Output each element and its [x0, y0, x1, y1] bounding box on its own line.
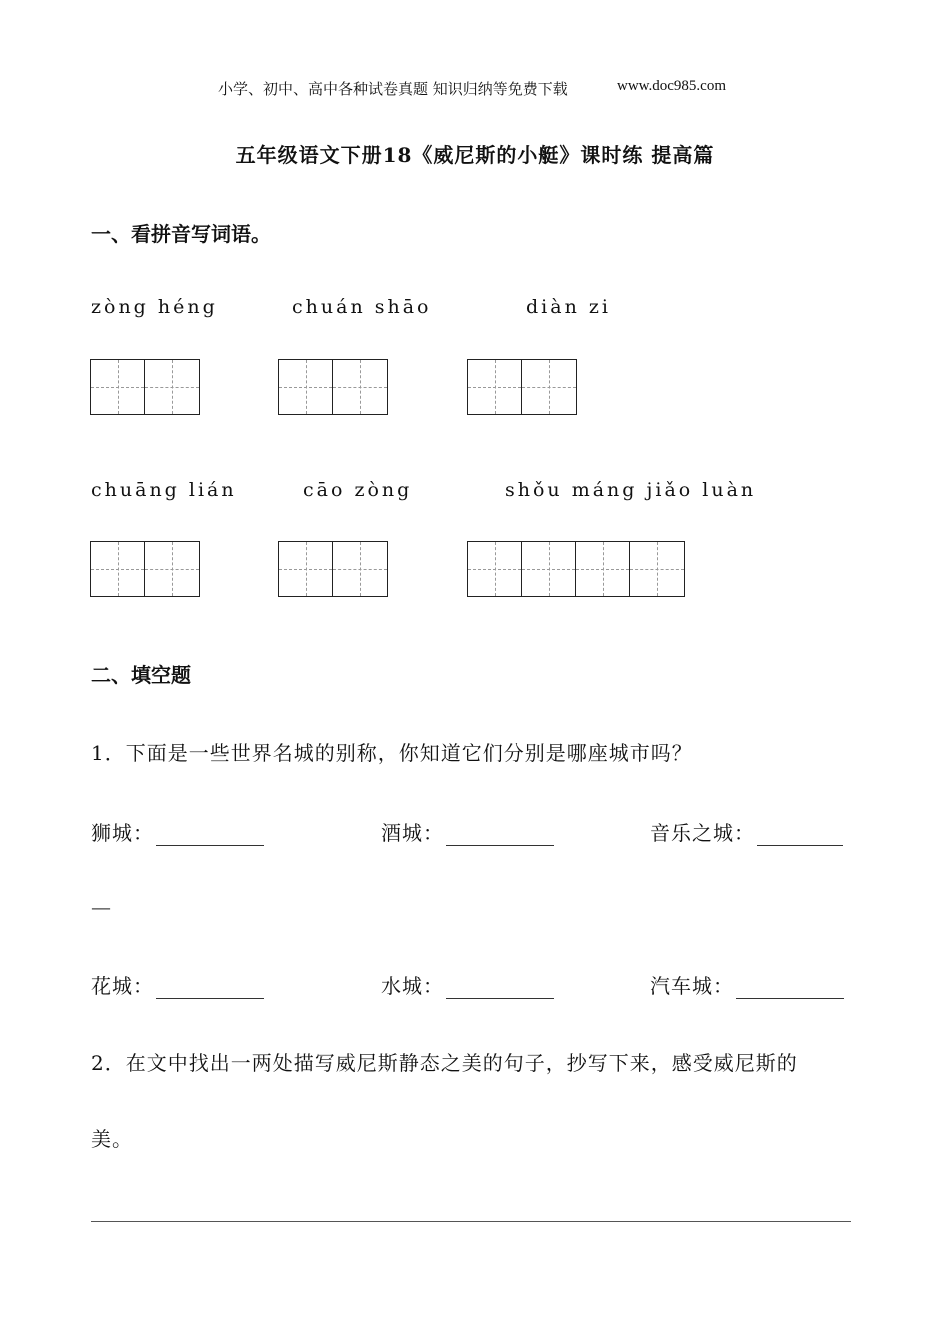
fill-item-jiucheng [381, 817, 554, 846]
char-box[interactable] [279, 360, 333, 414]
char-box[interactable] [91, 360, 145, 414]
pinyin-chuanshao: chuán shāo [292, 296, 432, 318]
char-box[interactable] [91, 542, 145, 596]
char-box[interactable] [333, 360, 387, 414]
answer-blank[interactable] [156, 980, 264, 999]
char-box[interactable] [279, 542, 333, 596]
fill-label: 花城： [91, 974, 154, 998]
char-box[interactable] [576, 542, 630, 596]
answer-blank[interactable] [757, 827, 843, 846]
section-1-heading: 一、看拼音写词语。 [91, 222, 271, 246]
char-box[interactable] [468, 542, 522, 596]
char-box[interactable] [145, 360, 199, 414]
fill-label: 酒城： [381, 821, 444, 845]
answer-grid-zongheng[interactable] [90, 359, 200, 415]
answer-blank[interactable] [156, 827, 264, 846]
pinyin-zongheng: zòng héng [91, 296, 218, 318]
answer-grid-chuanglian[interactable] [90, 541, 200, 597]
char-box[interactable] [522, 360, 576, 414]
char-box[interactable] [145, 542, 199, 596]
header-website[interactable]: www.doc985.com [617, 78, 727, 94]
page-title: 五年级语文下册18《威尼斯的小艇》课时练 提高篇 [235, 143, 715, 167]
pinyin-dianzi: diàn zi [526, 296, 611, 318]
fill-item-shicheng [91, 817, 264, 846]
pinyin-shoumangjiaoluan: shǒu máng jiǎo luàn [505, 479, 757, 501]
answer-blank[interactable] [446, 827, 554, 846]
blank-overflow: — [91, 895, 112, 919]
char-box[interactable] [468, 360, 522, 414]
question-2-line-1: 2．在文中找出一两处描写威尼斯静态之美的句子，抄写下来，感受威尼斯的 [91, 1051, 798, 1075]
pinyin-caozong: cāo zòng [303, 479, 413, 501]
fill-item-yinyuezhicheng [650, 817, 843, 846]
char-box[interactable] [333, 542, 387, 596]
fill-label: 狮城： [91, 821, 154, 845]
answer-blank[interactable] [736, 980, 844, 999]
fill-item-huacheng [91, 970, 264, 999]
header-slogan: 小学、初中、高中各种试卷真题 知识归纳等免费下载 [218, 80, 568, 98]
answer-blank[interactable] [446, 980, 554, 999]
char-box[interactable] [630, 542, 684, 596]
answer-grid-chuanshao[interactable] [278, 359, 388, 415]
fill-item-shuicheng [381, 970, 554, 999]
answer-line[interactable] [91, 1221, 851, 1222]
question-2-line-2: 美。 [91, 1127, 133, 1151]
pinyin-chuanglian: chuāng lián [91, 479, 237, 501]
fill-label: 音乐之城： [650, 821, 755, 845]
fill-item-qichecheng [650, 970, 844, 999]
answer-grid-dianzi[interactable] [467, 359, 577, 415]
fill-label: 水城： [381, 974, 444, 998]
question-1-text: 1．下面是一些世界名城的别称，你知道它们分别是哪座城市吗？ [91, 741, 693, 765]
fill-label: 汽车城： [650, 974, 734, 998]
answer-grid-shoumangjiaoluan[interactable] [467, 541, 685, 597]
section-2-heading: 二、填空题 [91, 663, 191, 687]
answer-grid-caozong[interactable] [278, 541, 388, 597]
char-box[interactable] [522, 542, 576, 596]
